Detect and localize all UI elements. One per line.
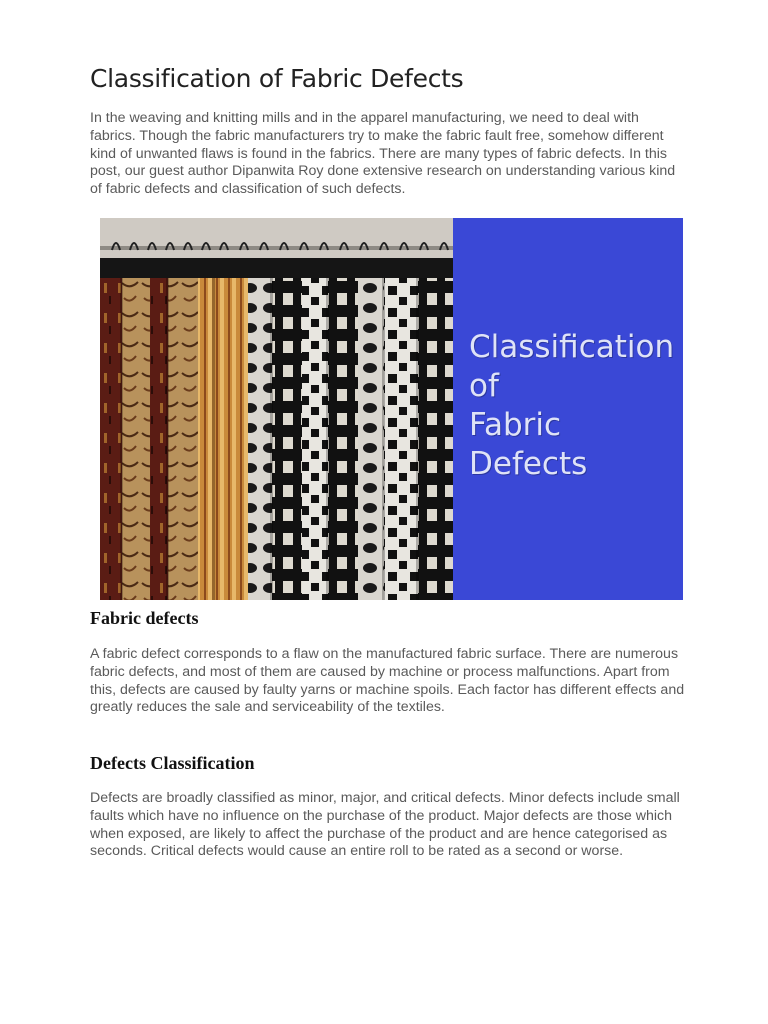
section-body-fabric-defects: A fabric defect corresponds to a flaw on the manufactured fabric surface. There are numerous fabric defects, and most of them are caused by machine or process malfunctions. Apart from this, defects are caused by faulty yarns or machine spoils. Each factor has different effects and greatly reduces the sale and serviceability of the textiles. (90, 646, 685, 716)
section-heading-fabric-defects: Fabric defects (90, 608, 199, 628)
section-heading-defects-classification: Defects Classification (90, 753, 255, 773)
hero-title-panel (453, 218, 683, 600)
hero-image (100, 218, 683, 600)
page-title: Classification of Fabric Defects (90, 64, 464, 93)
hero-overlay-text: Classification of Fabric Defects (469, 329, 675, 482)
intro-paragraph: In the weaving and knitting mills and in the apparel manufacturing, we need to deal with fabrics. Though the fabric manufacturers try to make the fabric fault free, somehow different kind of unwanted flaws is found in the fabrics. There are many types of fabric defects. In this post, our guest author Dipanwita Roy done extensive research on understanding various kind of fabric defects and classification of such defects. (90, 110, 676, 198)
section-body-defects-classification: Defects are broadly classified as minor, major, and critical defects. Minor defects include small faults which have no influence on the purchase of the product. Major defects are those which when exposed, are likely to affect the purchase of the product and are hence categorised as seconds. Critical defects would cause an entire roll to be rated as a second or worse. (90, 790, 680, 860)
hanging-fabrics-photo (100, 218, 453, 600)
